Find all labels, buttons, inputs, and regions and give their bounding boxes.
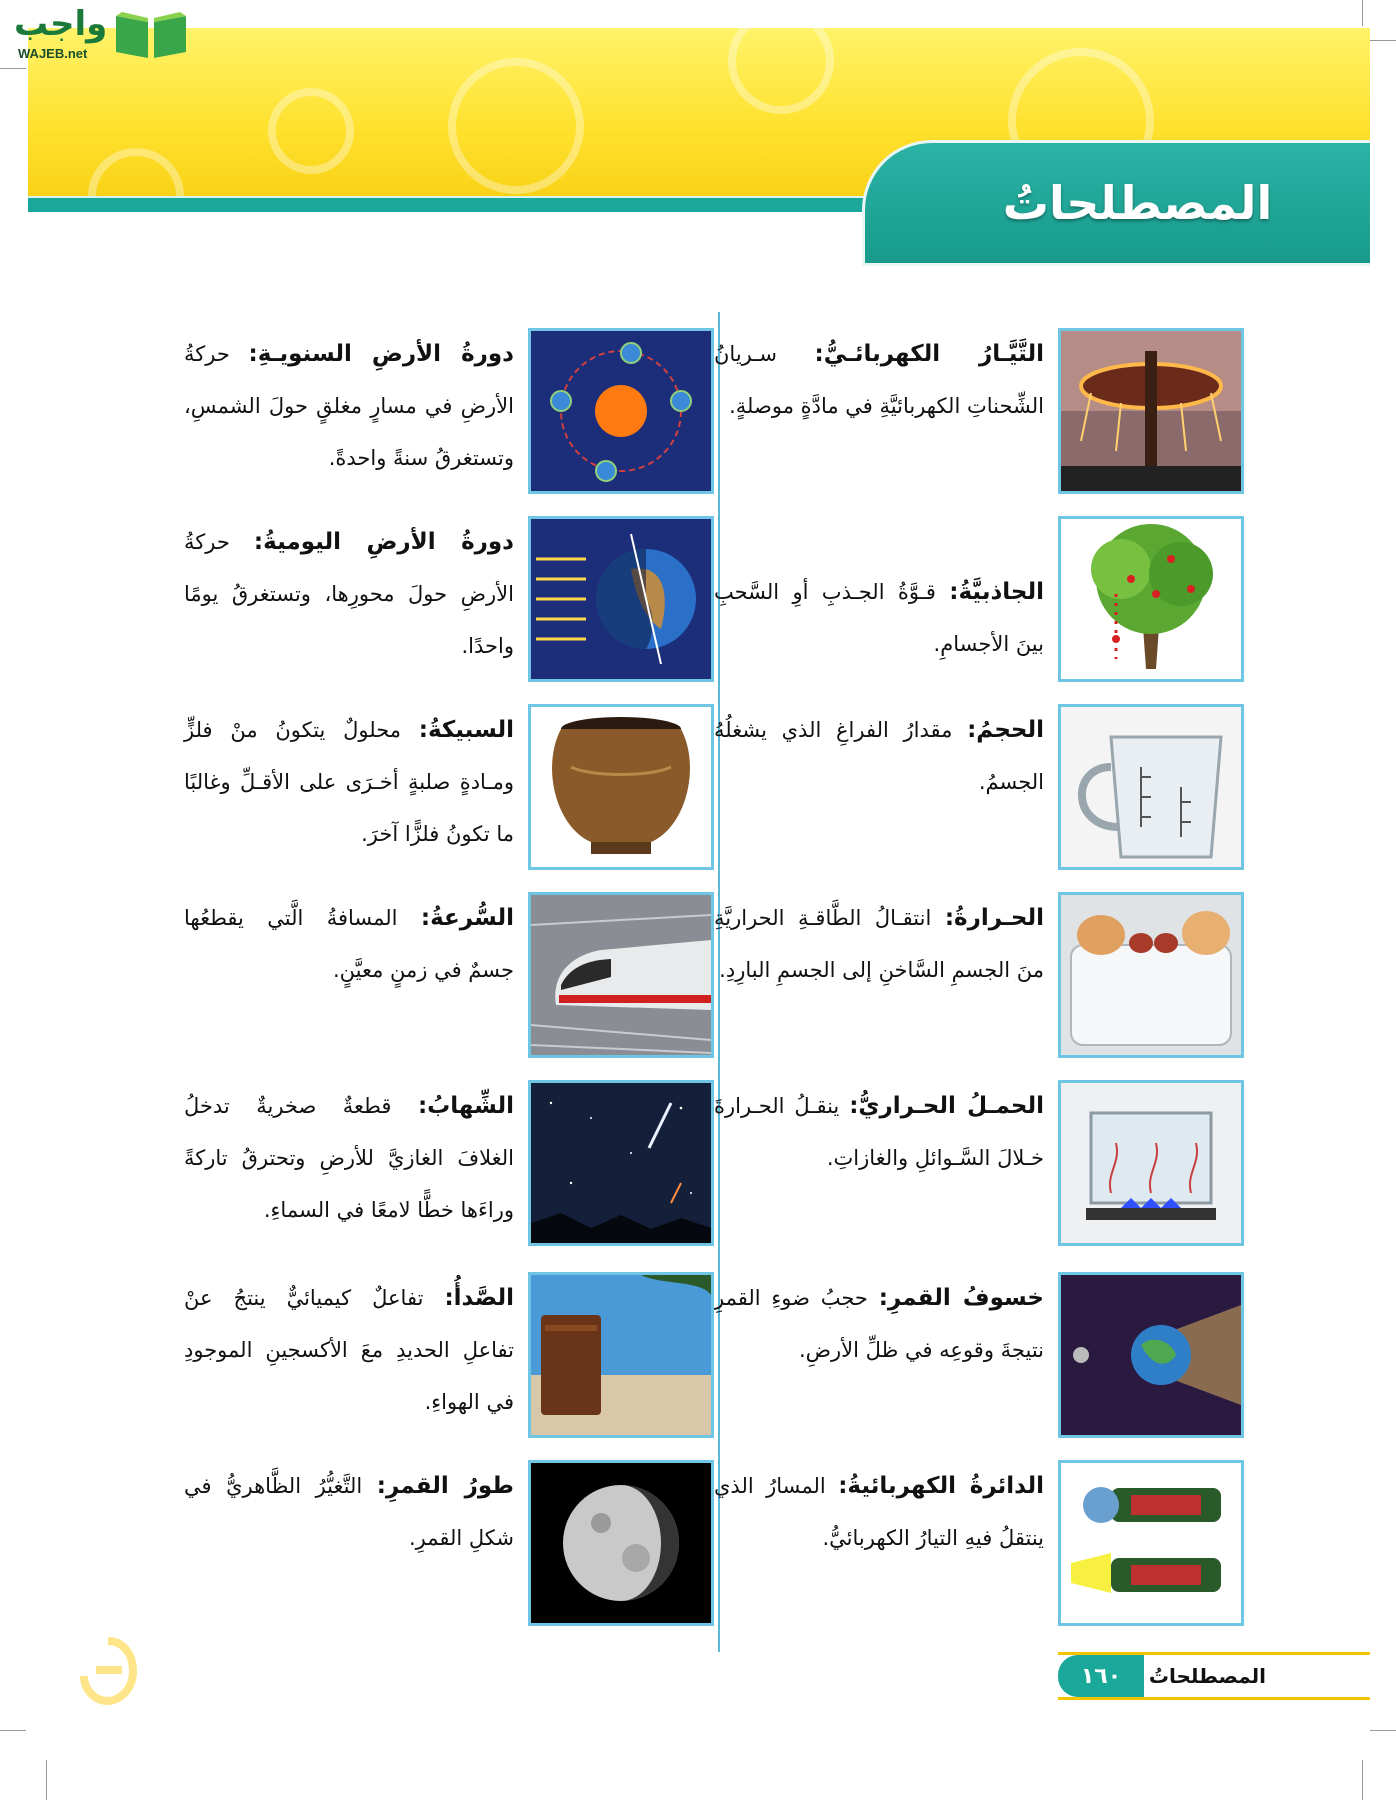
apple-tree-image	[1058, 516, 1244, 682]
entry-term: دورةُ الأرضِ اليوميةُ:	[253, 529, 514, 555]
entry-definition: تفاعلٌ كيميائيٌّ ينتجُ عنْ تفاعلِ الحديدِ معَ الأكسجينِ الموجودِ في الهواءِ.	[184, 1286, 514, 1414]
rusty-barrel-image	[528, 1272, 714, 1438]
glossary-entry	[714, 892, 1244, 1062]
entry-definition: حركةُ الأرضِ حولَ محورِها، وتستغرقُ يومًا واحدًا.	[184, 530, 514, 658]
flashlights-image	[1058, 1460, 1244, 1626]
wajeb-logo	[6, 4, 196, 64]
moon-phase-image	[528, 1460, 714, 1626]
entry-definition: حركةُ الأرضِ في مسارٍ مغلقٍ حولَ الشمسِ، وتستغرقُ سنةً واحدةً.	[184, 342, 514, 470]
entry-term: الصَّدأُ:	[444, 1285, 514, 1311]
entry-term: الشِّهابُ:	[417, 1093, 514, 1119]
glossary-entry	[184, 328, 714, 498]
entry-term: طورُ القمرِ:	[376, 1473, 514, 1499]
toaster-image	[1058, 892, 1244, 1058]
entry-term: دورةُ الأرضِ السنويـةِ:	[248, 341, 514, 367]
glossary-entry	[714, 1080, 1244, 1250]
book-icon	[112, 8, 190, 60]
measuring-cup-image	[1058, 704, 1244, 870]
crop-mark	[46, 1760, 47, 1800]
entry-term: الحجمُ:	[967, 717, 1044, 743]
glossary-entry	[714, 328, 1244, 498]
glossary-entry	[714, 704, 1244, 874]
glossary-entry	[714, 516, 1244, 686]
entry-term: الدائرةُ الكهربائيةُ:	[838, 1473, 1044, 1499]
entry-term: خسوفُ القمرِ:	[878, 1285, 1044, 1311]
carnival-swing-ride-image	[1058, 328, 1244, 494]
glossary-entry	[184, 1272, 714, 1442]
glossary-entry	[184, 704, 714, 874]
entry-definition: قطعةٌ صخريةٌ تدخلُ الغلافَ الغازيَّ للأرضِ وتحترقُ تاركةً وراءَها خطًّا لامعًا في السماءِ.	[184, 1094, 514, 1222]
entry-term: السُّرعةُ:	[420, 905, 514, 931]
entry-definition: حجبُ ضوءِ القمرِ نتيجةَ وقوعِه في ظلِّ الأرضِ.	[714, 1286, 1044, 1362]
entry-term: الحـرارةُ:	[944, 905, 1044, 931]
crop-mark	[1362, 1760, 1363, 1800]
corner-emblem-icon	[78, 1636, 138, 1706]
entry-term: السبيكةُ:	[418, 717, 514, 743]
speed-train-image	[528, 892, 714, 1058]
glossary-entry	[714, 1460, 1244, 1630]
entry-term: التَّيَّـارُ الكهربائـيُّ:	[814, 341, 1044, 367]
entry-term: الحمـلُ الحـراريُّ:	[849, 1093, 1044, 1119]
entry-definition: مقدارُ الفراغِ الذي يشغلُهُ الجسمُ.	[714, 718, 1044, 794]
entry-definition: ينقـلُ الحـرارةَ خـلالَ السَّـوائلِ والغازاتِ.	[714, 1094, 1044, 1170]
meteor-sky-image	[528, 1080, 714, 1246]
entry-definition: المسارُ الذي ينتقلُ فيهِ التيارُ الكهربائيُّ.	[714, 1474, 1044, 1550]
page-title: المصطلحاتُ	[1002, 176, 1273, 230]
earth-orbit-sun-image	[528, 328, 714, 494]
boiling-water-image	[1058, 1080, 1244, 1246]
crop-mark	[0, 68, 26, 69]
lunar-eclipse-image	[1058, 1272, 1244, 1438]
glossary-entry	[184, 1080, 714, 1250]
page-number: ١٦٠	[1058, 1655, 1144, 1697]
entry-definition: محلولٌ يتكونُ منْ فلزٍّ ومـادةٍ صلبةٍ أخـرَى على الأقـلِّ وغالبًا ما تكونُ فلزًّا آخرَ.	[184, 718, 514, 846]
glossary-entry	[714, 1272, 1244, 1442]
title-tab	[862, 140, 1370, 266]
glossary-entry	[184, 516, 714, 686]
bronze-pot-image	[528, 704, 714, 870]
crop-mark	[1370, 1730, 1396, 1731]
earth-rotation-image	[528, 516, 714, 682]
entry-definition: قـوَّةُ الجـذبِ أوِ السَّحبِ بينَ الأجسامِ.	[714, 580, 1044, 656]
glossary-entry	[184, 1460, 714, 1630]
entry-definition: سـريانُ الشِّحناتِ الكهربائيَّةِ في مادَّةٍ موصلةٍ.	[714, 342, 1044, 418]
entry-definition: المسافةُ الَّتي يقطعُها جسمٌ في زمنٍ معيَّنٍ.	[184, 906, 514, 982]
crop-mark	[1362, 0, 1363, 26]
crop-mark	[1370, 40, 1396, 41]
logo-text: واجب	[14, 4, 108, 44]
entry-definition: انتقـالُ الطَّاقـةِ الحراريَّةِ منَ الجسمِ السَّاخنِ إلى الجسمِ البارِدِ.	[714, 906, 1044, 982]
crop-mark	[0, 1730, 26, 1731]
header-divider-line	[28, 196, 870, 212]
entry-term: الجاذبيَّةُ:	[949, 579, 1044, 605]
glossary-entry	[184, 892, 714, 1062]
logo-subtext: WAJEB.net	[18, 46, 88, 61]
footer-label: المصطلحاتُ	[1148, 1664, 1266, 1688]
entry-definition: التَّغيُّرُ الظَّاهريُّ في شكلِ القمرِ.	[184, 1474, 514, 1550]
